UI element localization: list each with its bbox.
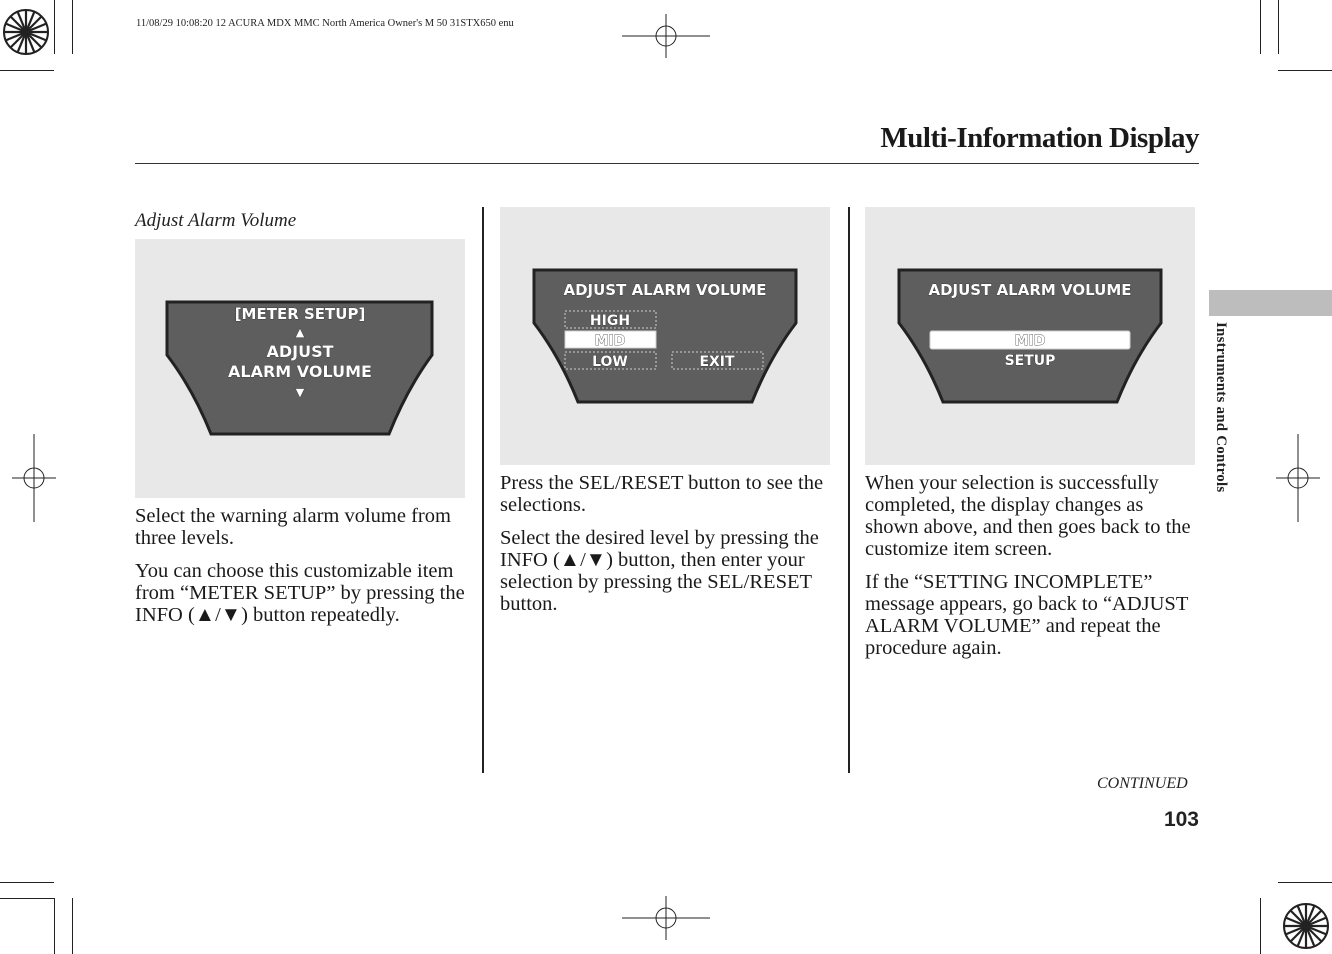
lcd-line-meter-setup: [METER SETUP] [234, 305, 366, 323]
down-arrow-icon: ▼ [295, 386, 305, 399]
section-tab-label: Instruments and Controls [1213, 322, 1229, 493]
option-high: HIGH [589, 313, 631, 329]
crop-mark [1278, 0, 1279, 54]
option-low: LOW [592, 354, 628, 370]
section-tab [1209, 290, 1332, 316]
registration-crosshair-icon [622, 14, 710, 58]
registration-sunburst-icon [1280, 900, 1332, 952]
continued-label: CONTINUED [1097, 775, 1188, 792]
display-illustration-selection [500, 207, 830, 465]
paragraph: Select the warning alarm volume from three levels. [135, 505, 451, 549]
middle-column-text [500, 472, 830, 626]
crop-mark [0, 882, 54, 883]
crop-mark [1278, 882, 1332, 883]
paragraph: Press the SEL/RESET button to see the selections. [500, 472, 824, 516]
lcd-screen [865, 207, 1195, 465]
display-illustration-meter-setup [135, 239, 465, 498]
lcd-status-setup: SETUP [1004, 353, 1056, 369]
display-illustration-confirmation [865, 207, 1195, 465]
crop-mark [0, 70, 54, 71]
crop-mark [72, 0, 73, 54]
page-number: 103 [1163, 808, 1199, 831]
crop-mark [54, 0, 55, 54]
paragraph: When your selection is successfully completed, the display changes as shown above, and then goes back to the customize item screen. [865, 472, 1191, 560]
right-column-text [865, 472, 1200, 670]
registration-crosshair-icon [1276, 434, 1320, 522]
registration-crosshair-icon [12, 434, 56, 522]
registration-sunburst-icon [0, 6, 52, 58]
page-title: Multi-Information Display [880, 122, 1199, 154]
paragraph: If the “SETTING INCOMPLETE” message appears, go back to “ADJUST ALARM VOLUME” and repeat the procedure again. [865, 571, 1188, 659]
registration-crosshair-icon [622, 896, 710, 940]
lcd-screen [135, 239, 465, 498]
lcd-title: ADJUST ALARM VOLUME [563, 281, 767, 299]
option-mid-selected: MID [594, 333, 626, 349]
crop-mark [1260, 898, 1261, 954]
paragraph: You can choose this customizable item from “METER SETUP” by pressing the INFO (▲/▼) button repeatedly. [135, 560, 465, 626]
lcd-line-adjust: ADJUST [266, 342, 334, 361]
crop-mark [1278, 70, 1332, 71]
lcd-screen [500, 207, 830, 465]
lcd-value-mid: MID [1014, 333, 1046, 349]
title-divider [135, 163, 1199, 164]
column-divider [482, 207, 484, 773]
left-column-text [135, 505, 465, 637]
option-exit: EXIT [699, 354, 735, 370]
crop-mark [1260, 0, 1261, 54]
paragraph: Select the desired level by pressing the INFO (▲/▼) button, then enter your selection by pressing the SEL/RESET button. [500, 527, 819, 615]
lcd-line-alarm-volume: ALARM VOLUME [228, 362, 372, 381]
print-header: 11/08/29 10:08:20 12 ACURA MDX MMC North America Owner's M 50 31STX650 enu [136, 18, 514, 29]
column-divider [848, 207, 850, 773]
section-heading: Adjust Alarm Volume [135, 210, 297, 231]
crop-mark [54, 898, 55, 954]
crop-mark [0, 898, 54, 899]
up-arrow-icon: ▲ [295, 326, 305, 339]
lcd-title: ADJUST ALARM VOLUME [928, 281, 1132, 299]
crop-mark [72, 898, 73, 954]
